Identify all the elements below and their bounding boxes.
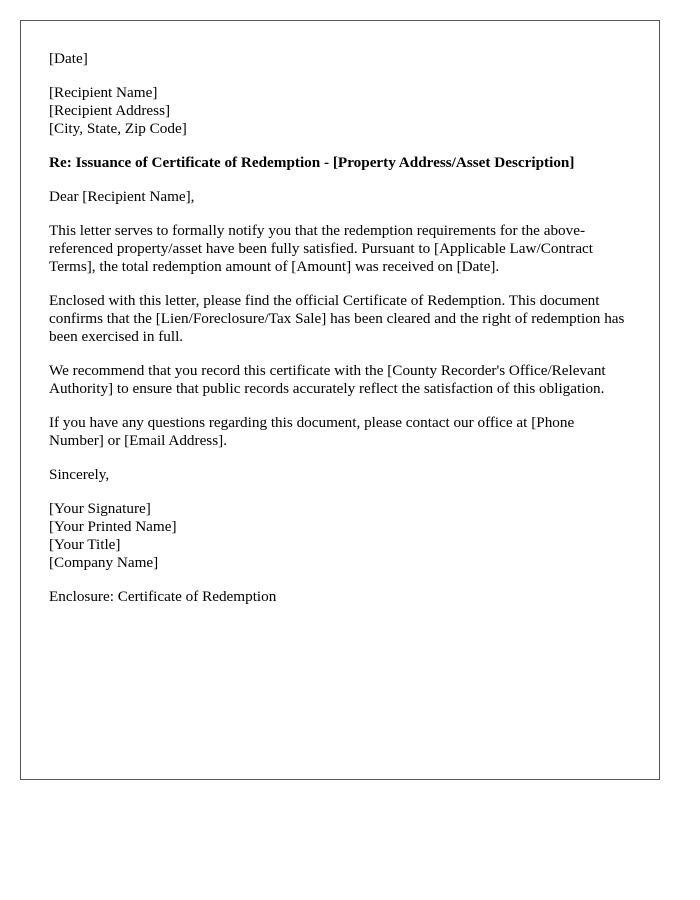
body-paragraph-3: We recommend that you record this certificate with the [County Recorder's Office/Relevant Authority] to ensure that public records accurately reflect the satisfaction of this obligation. (49, 362, 606, 397)
recipient-block (49, 84, 631, 138)
recipient-city-state-zip: [City, State, Zip Code] (49, 120, 187, 137)
signature-block (49, 500, 631, 572)
letter-date: [Date] (49, 50, 88, 67)
signature-placeholder: [Your Signature] (49, 500, 151, 517)
recipient-name: [Recipient Name] (49, 84, 158, 101)
company-name: [Company Name] (49, 554, 159, 571)
enclosure-note: Enclosure: Certificate of Redemption (49, 588, 277, 605)
closing: Sincerely, (49, 466, 110, 483)
salutation: Dear [Recipient Name], (49, 188, 195, 205)
body-paragraph-4: If you have any questions regarding this document, please contact our office at [Phone Number] or [Email Address]. (49, 414, 575, 449)
subject-line: Re: Issuance of Certificate of Redemption - [Property Address/Asset Description] (49, 154, 575, 171)
body-paragraph-2: Enclosed with this letter, please find the official Certificate of Redemption. This document confirms that the [Lien/Foreclosure/Tax Sale] has been cleared and the right of redemption has been exercised in full. (49, 292, 625, 345)
printed-name: [Your Printed Name] (49, 518, 177, 535)
letter-page (20, 20, 660, 780)
recipient-address: [Recipient Address] (49, 102, 171, 119)
body-paragraph-1: This letter serves to formally notify you that the redemption requirements for the above-referenced property/asset have been fully satisfied. Pursuant to [Applicable Law/Contract Terms], the total redemption amount of [Amount] was received on [Date]. (49, 222, 594, 275)
date-block (49, 50, 631, 68)
signer-title: [Your Title] (49, 536, 121, 553)
